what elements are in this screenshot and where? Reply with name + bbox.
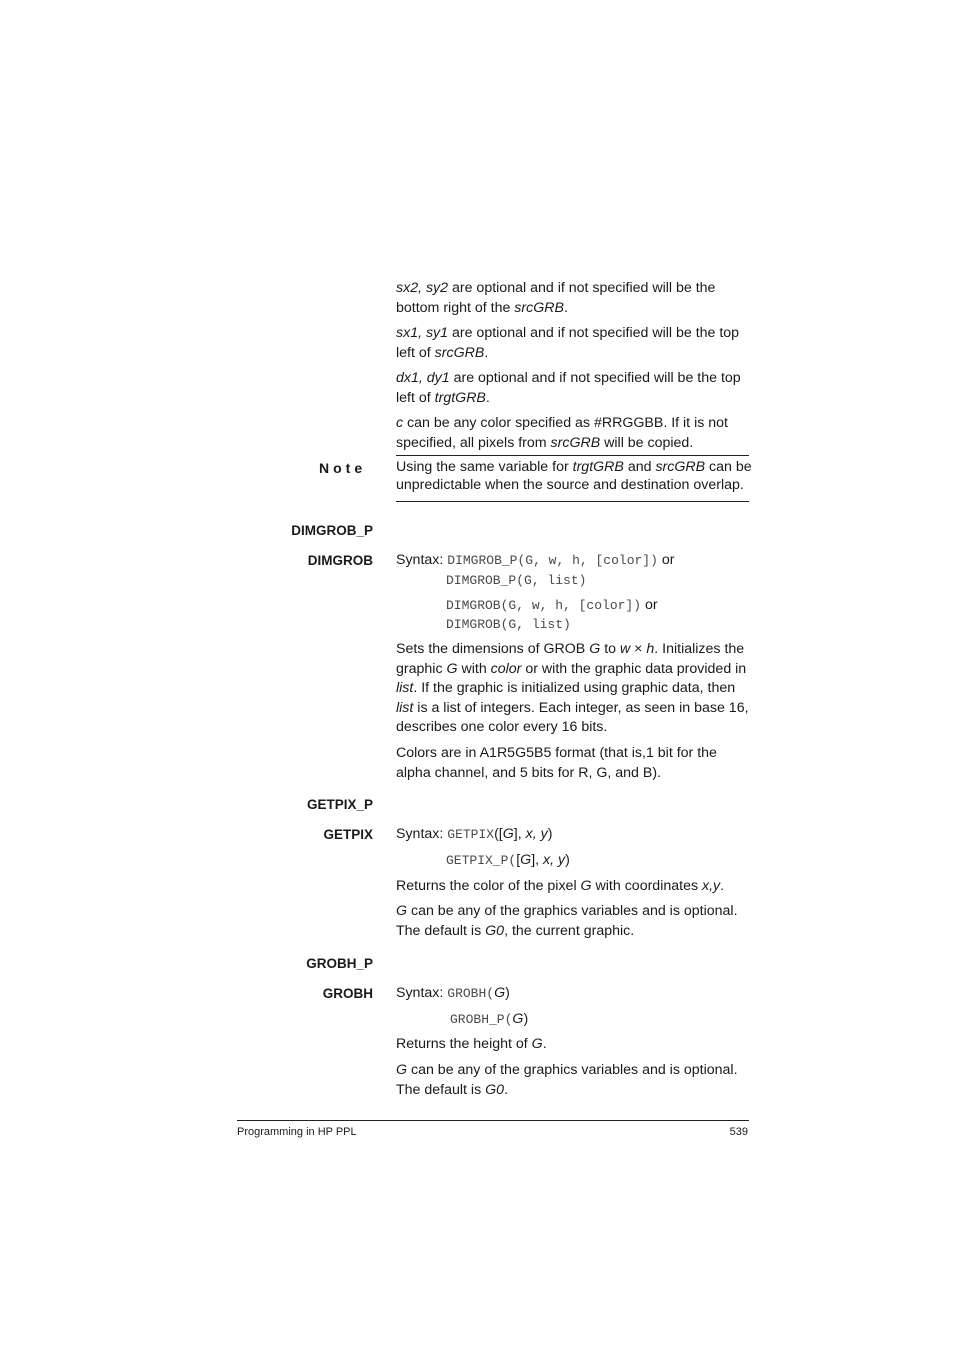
grobh-syntax-line-2: GROBH_P(G) <box>450 1011 529 1027</box>
grobh-p-heading: GROBH_P <box>306 956 373 971</box>
paragraph-sx1: sx1, sy1 are optional and if not specified will be the top left of srcGRB. <box>396 325 740 361</box>
dimgrob-colors-paragraph: Colors are in A1R5G5B5 format (that is,1 bit for the alpha channel, and 5 bits for R, G, and B). <box>396 745 717 781</box>
paragraph-color: c can be any color specified as #RRGGBB. If it is not specified, all pixels from srcGRB will be copied. <box>396 415 728 451</box>
dimgrob-syntax-line-1: Syntax: DIMGROB_P(G, w, h, [color]) or <box>396 552 675 568</box>
getpix-syntax-line-2: GETPIX_P([G], x, y) <box>446 852 570 868</box>
param-sx2: sx2, sy2 <box>396 280 449 296</box>
paragraph-dx1: dx1, dy1 are optional and if not specified will be the top left of trgtGRB. <box>396 370 741 406</box>
note-top-rule <box>396 455 749 456</box>
getpix-optional-paragraph: G can be any of the graphics variables and is optional. The default is G0, the current graphic. <box>396 903 738 939</box>
footer-rule <box>237 1120 749 1121</box>
getpix-p-heading: GETPIX_P <box>306 797 373 812</box>
dimgrob-heading: DIMGROB <box>307 553 373 568</box>
dimgrob-p-heading: DIMGROB_P <box>291 523 373 538</box>
dimgrob-syntax-line-4: DIMGROB(G, list) <box>446 617 571 632</box>
footer-title: Programming in HP PPL <box>237 1126 357 1138</box>
grobh-description: Returns the height of G. <box>396 1036 547 1052</box>
grobh-optional-paragraph: G can be any of the graphics variables and is optional. The default is G0. <box>396 1062 738 1098</box>
dimgrob-syntax-line-3: DIMGROB(G, w, h, [color]) or <box>446 597 658 613</box>
dimgrob-description: Sets the dimensions of GROB G to w × h. Initializes the graphic G with color or with the graphic data provided in list. If the graphic is initialized using graphic data, then list is a list of integers. Each integer, as seen in base 16, describes one color every 16 bits. <box>396 641 749 735</box>
getpix-syntax-line-1: Syntax: GETPIX([G], x, y) <box>396 826 553 842</box>
page-number: 539 <box>729 1126 748 1138</box>
grobh-heading: GROBH <box>322 986 373 1001</box>
note-bottom-rule <box>396 501 749 502</box>
paragraph-sx2: sx2, sy2 are optional and if not specified will be the bottom right of the srcGRB. <box>396 280 716 316</box>
note-text: Using the same variable for trgtGRB and srcGRB can be unpredictable when the source and destination overlap. <box>396 459 752 493</box>
dimgrob-syntax-line-2: DIMGROB_P(G, list) <box>446 573 587 588</box>
note-label: Note <box>319 460 367 476</box>
getpix-heading: GETPIX <box>323 827 373 842</box>
grobh-syntax-line-1: Syntax: GROBH(G) <box>396 985 510 1001</box>
getpix-description: Returns the color of the pixel G with coordinates x,y. <box>396 878 725 894</box>
